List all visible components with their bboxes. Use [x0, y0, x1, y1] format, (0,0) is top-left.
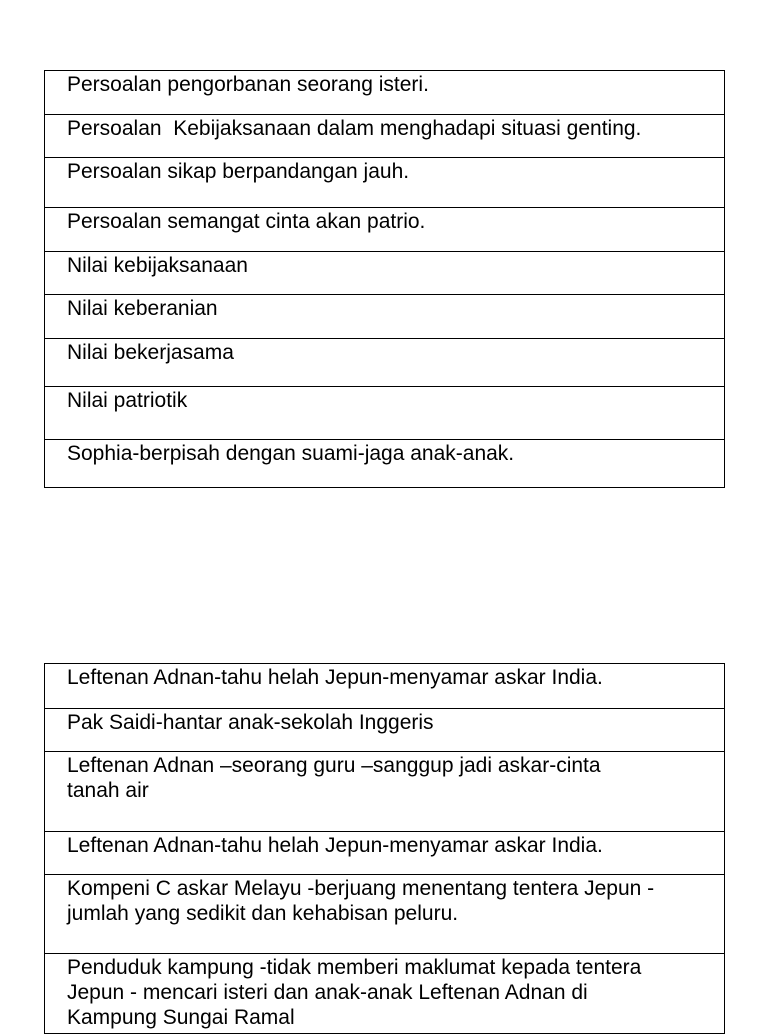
cell-text: Persoalan sikap berpandangan jauh.	[67, 160, 410, 183]
cell-text: Leftenan Adnan –seorang guru –sanggup jadi askar-cinta tanah air	[67, 754, 601, 802]
table-row	[45, 664, 724, 709]
cell-text: Nilai bekerjasama	[67, 341, 234, 364]
table-row	[45, 709, 724, 752]
table-row	[45, 208, 724, 252]
cell-text: Penduduk kampung -tidak memberi maklumat kepada tentera Jepun - mencari isteri dan anak-anak Leftenan Adnan di Kampung Sungai Ramal	[67, 956, 642, 1029]
cell-text: Sophia-berpisah dengan suami-jaga anak-anak.	[67, 442, 515, 465]
table-row	[45, 339, 724, 387]
cell-text: Persoalan Kebijaksanaan dalam menghadapi situasi genting.	[67, 117, 642, 140]
cell-text: Pak Saidi-hantar anak-sekolah Inggeris	[67, 711, 434, 734]
table-row	[45, 752, 724, 832]
cell-text: Kompeni C askar Melayu -berjuang menentang tentera Jepun - jumlah yang sedikit dan kehabisan peluru.	[67, 877, 655, 925]
cell-text: Leftenan Adnan-tahu helah Jepun-menyamar askar India.	[67, 666, 603, 689]
table-row	[45, 115, 724, 158]
cell-text: Nilai patriotik	[67, 389, 188, 412]
cell-text: Leftenan Adnan-tahu helah Jepun-menyamar askar India.	[67, 834, 603, 857]
cell-text: Persoalan pengorbanan seorang isteri.	[67, 73, 429, 96]
cell-text: Persoalan semangat cinta akan patrio.	[67, 210, 426, 233]
table-row	[45, 875, 724, 954]
cell-text: Nilai kebijaksanaan	[67, 254, 248, 277]
table-row	[45, 252, 724, 295]
table-row	[45, 387, 724, 440]
cell-text: Nilai keberanian	[67, 297, 218, 320]
table-row	[45, 954, 724, 1034]
table-row	[45, 832, 724, 875]
table-row	[45, 158, 724, 208]
table-row	[45, 71, 724, 115]
table-row	[45, 440, 724, 488]
table-row	[45, 295, 724, 339]
table-persoalan-nilai	[44, 70, 725, 488]
table-watak-peristiwa	[44, 663, 725, 1034]
